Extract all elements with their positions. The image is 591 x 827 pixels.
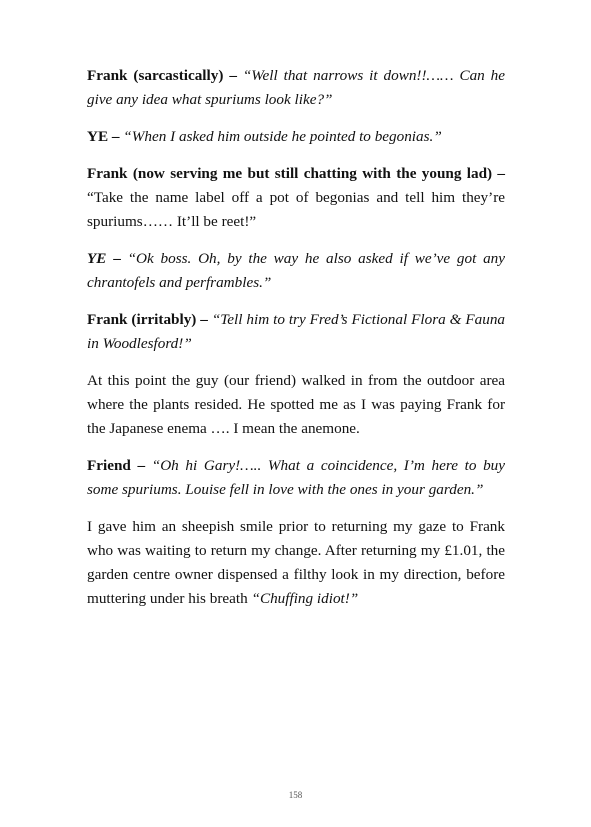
dialogue-paragraph-frank-sarcastic <box>87 64 505 112</box>
dash-separator: – <box>130 457 152 474</box>
dash-separator: – <box>108 128 124 145</box>
dialogue-text: “Tell him to try Fred’s Fictional Flora & Fauna in Woodlesford!” <box>87 311 506 352</box>
narrative-paragraph-closing <box>87 515 505 611</box>
narrative-paragraph-friend-arrives <box>87 369 505 441</box>
dialogue-paragraph-friend <box>87 454 505 502</box>
dash-separator: – <box>196 311 212 328</box>
dash-separator: – <box>492 165 506 182</box>
dialogue-text: “Ok boss. Oh, by the way he also asked if we’ve got any chrantofels and perframbles.” <box>87 250 506 291</box>
dialogue-text: “Well that narrows it down!!…… Can he give any idea what spuriums look like?” <box>87 67 506 108</box>
dialogue-text: “Oh hi Gary!….. What a coincidence, I’m here to buy some spuriums. Louise fell in love with the ones in your garden.” <box>87 457 505 498</box>
dialogue-paragraph-ye-begonias <box>87 125 505 149</box>
speaker-label: Frank (sarcastically) <box>87 67 224 84</box>
dialogue-paragraph-frank-serving <box>87 162 505 234</box>
dialogue-paragraph-frank-irritably <box>87 308 505 356</box>
closing-quote: “Chuffing idiot!” <box>251 590 359 607</box>
speaker-label: Frank (irritably) <box>87 311 197 328</box>
speaker-label: YE <box>87 128 109 145</box>
dialogue-text: “Take the name label off a pot of begonias and tell him they’re spuriums…… It’ll be reet!” <box>87 189 505 230</box>
dash-separator: – <box>223 67 243 84</box>
dialogue-text: “When I asked him outside he pointed to begonias.” <box>123 128 442 145</box>
speaker-label: Frank (now serving me but still chatting with the young lad) <box>87 165 493 182</box>
book-page <box>87 64 505 624</box>
speaker-label: Friend <box>87 457 131 474</box>
speaker-label: YE <box>87 250 107 267</box>
dialogue-paragraph-ye-chrantofels <box>87 247 505 295</box>
page-number: 158 <box>288 790 303 800</box>
narrative-text: At this point the guy (our friend) walked in from the outdoor area where the plants resided. He spotted me as I was paying Frank for the Japanese enema …. I mean the anemone. <box>87 372 505 437</box>
narrative-text: I gave him an sheepish smile prior to returning my gaze to Frank who was waiting to return my change. After returning my £1.01, the garden centre owner dispensed a filthy look in my direction, before muttering under his breath <box>87 518 505 607</box>
dash-separator: – <box>106 250 128 267</box>
